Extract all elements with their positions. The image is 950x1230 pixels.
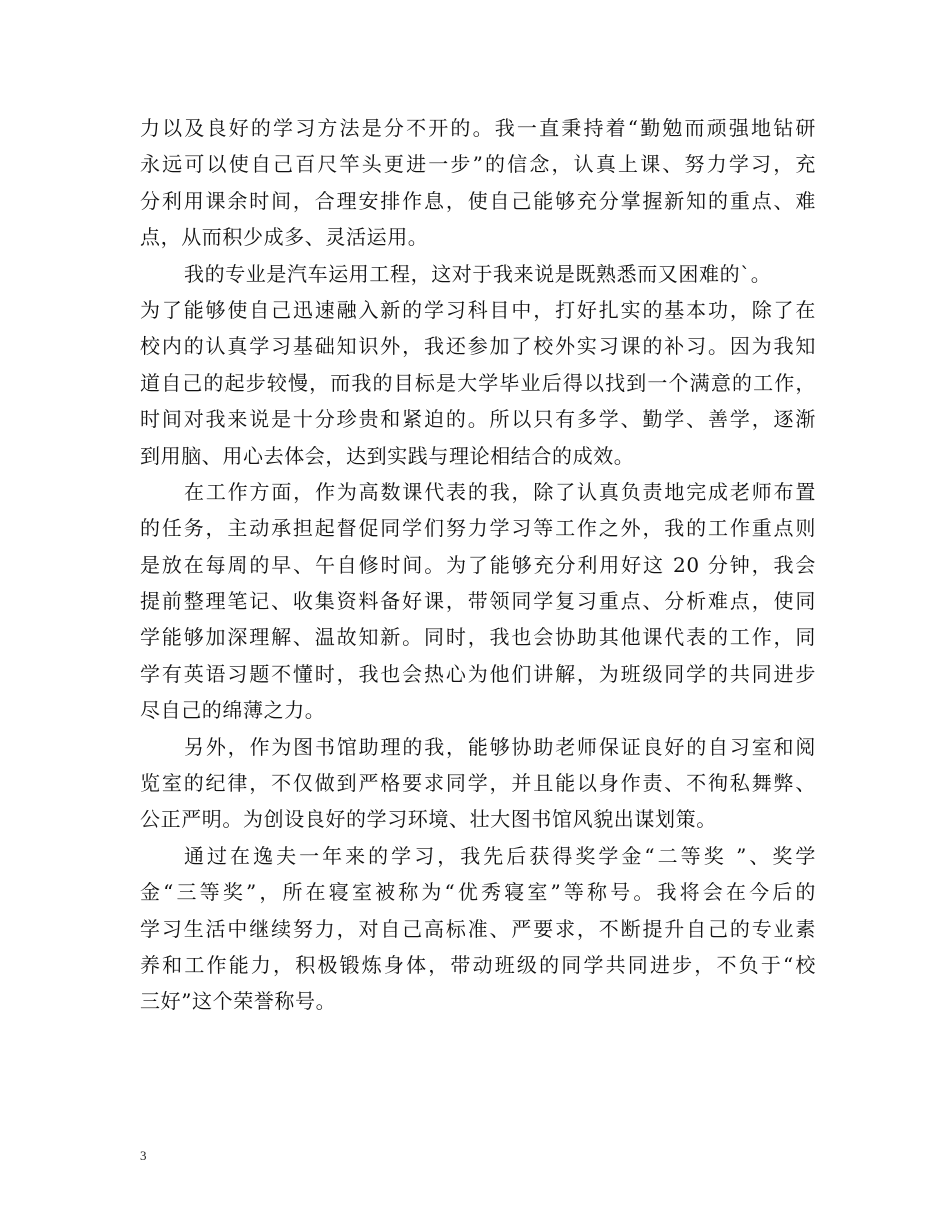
page-number: 3 bbox=[140, 1148, 147, 1163]
paragraph-start-line: 在工作方面，作为高数课代表的我，除了认真负责地完成老师布置 bbox=[184, 479, 816, 504]
paragraph-start-line: 另外，作为图书馆助理的我，能够协助老师保证良好的自习室和阅 bbox=[184, 734, 816, 759]
document-body bbox=[140, 110, 816, 1020]
paragraph-start-line: 通过在逸夫一年来的学习，我先后获得奖学金“二等奖 ”、奖学 bbox=[184, 843, 816, 868]
text-line: 点，从而积少成多、灵活运用。 bbox=[140, 225, 429, 250]
text-line: 三好”这个荣誉称号。 bbox=[140, 989, 337, 1014]
text-line: 公正严明。为创设良好的学习环境、壮大图书馆风貌出谋划策。 bbox=[140, 807, 717, 832]
text-line: 学有英语习题不懂时，我也会热心为他们讲解，为班级同学的共同进步 bbox=[140, 661, 816, 686]
text-line: 是放在每周的早、午自修时间。为了能够充分利用好这 20 分钟，我会 bbox=[140, 552, 816, 577]
text-line: 校内的认真学习基础知识外，我还参加了校外实习课的补习。因为我知 bbox=[140, 334, 816, 359]
text-line: 为了能够使自己迅速融入新的学习科目中，打好扎实的基本功，除了在 bbox=[140, 297, 816, 322]
text-line: 到用脑、用心去体会，达到实践与理论相结合的成效。 bbox=[140, 443, 635, 468]
text-line: 的任务，主动承担起督促同学们努力学习等工作之外，我的工作重点则 bbox=[140, 516, 816, 541]
text-line: 分利用课余时间，合理安排作息，使自己能够充分掌握新知的重点、难 bbox=[140, 188, 816, 213]
paragraph-start-line: 我的专业是汽车运用工程，这对于我来说是既熟悉而又困难的`。 bbox=[184, 261, 772, 286]
text-line: 学习生活中继续努力，对自己高标准、严要求，不断提升自己的专业素 bbox=[140, 916, 816, 941]
text-line: 力以及良好的学习方法是分不开的。我一直秉持着“勤勉而顽强地钻研 bbox=[140, 116, 816, 140]
text-line: 金“三等奖”，所在寝室被称为“优秀寝室”等称号。我将会在今后的 bbox=[140, 880, 816, 905]
text-line: 览室的纪律，不仅做到严格要求同学，并且能以身作责、不徇私舞弊、 bbox=[140, 771, 816, 796]
text-line: 提前整理笔记、收集资料备好课，带领同学复习重点、分析难点，使同 bbox=[140, 589, 816, 614]
text-line: 道自己的起步较慢，而我的目标是大学毕业后得以找到一个满意的工作， bbox=[140, 370, 816, 395]
text-line: 时间对我来说是十分珍贵和紧迫的。所以只有多学、勤学、善学，逐渐 bbox=[140, 407, 816, 432]
text-line: 永远可以使自己百尺竿头更进一步”的信念，认真上课、努力学习，充 bbox=[140, 152, 816, 177]
text-line: 尽自己的绵薄之力。 bbox=[140, 698, 326, 723]
text-line: 养和工作能力，积极锻炼身体，带动班级的同学共同进步，不负于“校 bbox=[140, 952, 816, 977]
text-line: 学能够加深理解、温故知新。同时，我也会协助其他课代表的工作，同 bbox=[140, 625, 816, 650]
